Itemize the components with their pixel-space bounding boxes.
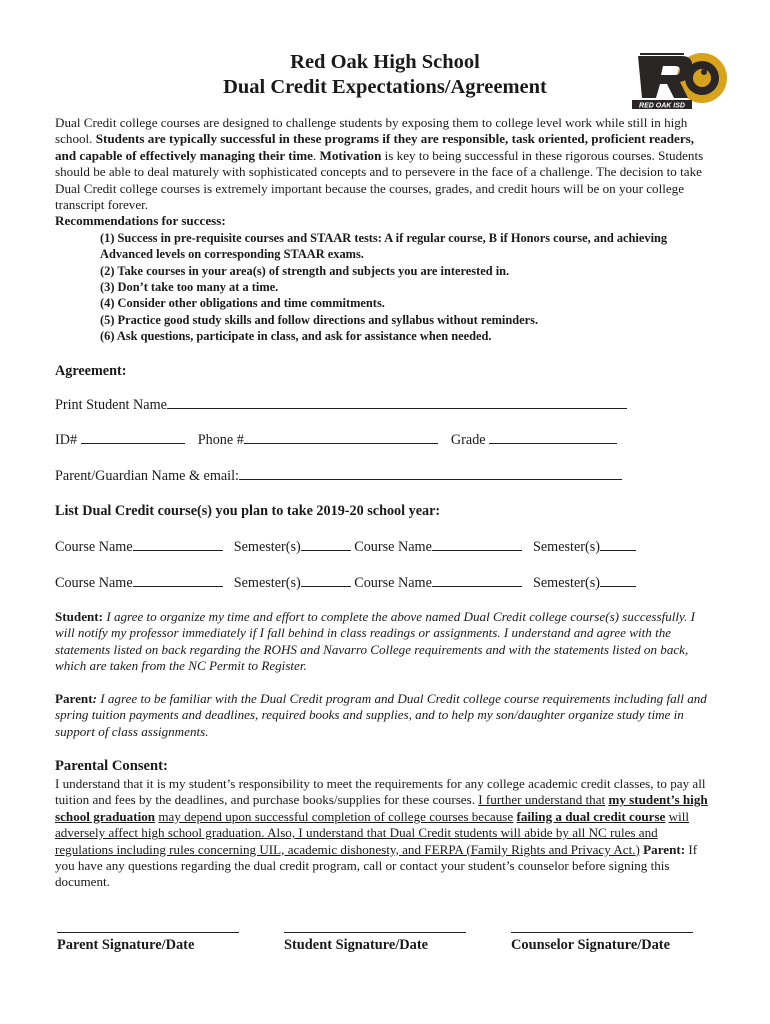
student-statement-label: Student: [55, 609, 104, 624]
consent-text-5: failing a dual credit course [516, 808, 666, 824]
grade-label: Grade [450, 432, 486, 448]
parent-signature-label: Parent Signature/Date [57, 937, 195, 953]
recommendation-item: (4) Consider other obligations and time commitments. [100, 296, 385, 310]
semester-label: Semester(s) [233, 575, 301, 591]
semester-field[interactable] [301, 537, 351, 551]
id-field[interactable] [81, 430, 185, 444]
logo-caption: RED OAK ISD [639, 102, 685, 110]
parent-statement-colon: : [92, 691, 97, 706]
parent-signature-line[interactable] [57, 932, 239, 933]
recommendation-item: (2) Take courses in your area(s) of strength and subjects you are interested in. [100, 264, 510, 278]
recommendation-item: (6) Ask questions, participate in class, and ask for assistance when needed. [100, 329, 492, 343]
counselor-signature-label: Counselor Signature/Date [511, 937, 670, 953]
semester-label: Semester(s) [532, 539, 600, 555]
school-name: Red Oak High School [290, 51, 480, 73]
phone-label: Phone # [197, 432, 244, 448]
school-logo [630, 42, 730, 112]
consent-text-6: will adversely affect high school graduation. Also, I understand that Dual Credit students will abide by all NC rules and regulations including rules concerning UIL, academic dishonesty, and FERPA (Family Rights and Privacy Act.) [55, 808, 690, 857]
course-name-field[interactable] [432, 573, 522, 587]
parental-consent-heading: Parental Consent: [55, 758, 168, 774]
semester-label: Semester(s) [233, 539, 301, 555]
intro-text-1: Dual Credit college courses are designed to challenge students by exposing them to college level work while still in high school. [55, 115, 688, 147]
parent-name-row [55, 466, 622, 485]
student-name-field[interactable] [167, 395, 627, 409]
course-name-label: Course Name [55, 575, 133, 591]
semester-field[interactable] [600, 573, 636, 587]
recommendation-item: (5) Practice good study skills and follow directions and syllabus without reminders. [100, 313, 539, 327]
consent-text-3: my student’s high school graduation [55, 792, 708, 824]
consent-text-7: Parent: [643, 841, 686, 857]
intro-text-3: is key to being successful in these rigorous courses. Students should be able to deal maturely with sophisticated concepts and to persevere in the face of a challenge. The decision to take Dual Credit college courses is extremely important because the courses, grades, and credit hours will be on your college transcript forever. [55, 147, 704, 213]
course-name-label: Course Name [354, 539, 432, 555]
parent-name-field[interactable] [239, 466, 622, 480]
id-label: ID# [55, 432, 78, 448]
recommendation-item: (3) Don’t take too many at a time. [100, 280, 279, 294]
course-name-field[interactable] [133, 537, 223, 551]
parent-statement-label: Parent [55, 691, 93, 706]
semester-field[interactable] [301, 573, 351, 587]
consent-text-1: I understand that it is my student’s responsibility to meet the requirements for any college academic credit classes, to pay all tuition and fees by the deadlines, and purchase books/supplies for these courses. [55, 776, 706, 808]
agreement-heading: Agreement: [55, 363, 127, 379]
intro-text-motivation: Motivation [319, 147, 382, 163]
id-phone-grade-row [55, 430, 617, 449]
semester-label: Semester(s) [532, 575, 600, 591]
course-name-label: Course Name [55, 539, 133, 555]
consent-text-4: may depend upon successful completion of college courses because [158, 808, 514, 824]
course-name-field[interactable] [133, 573, 223, 587]
consent-text-2: I further understand that [478, 792, 606, 808]
course-name-field[interactable] [432, 537, 522, 551]
intro-paragraph [55, 115, 715, 213]
course-name-label: Course Name [354, 575, 432, 591]
parent-statement [55, 691, 717, 740]
student-signature-line[interactable] [284, 932, 466, 933]
intro-text-bold: Students are typically successful in these programs if they are responsible, task oriented, proficient readers, and capable of effectively managing their time [55, 131, 695, 163]
student-signature-label: Student Signature/Date [284, 937, 429, 953]
parent-statement-text: I agree to be familiar with the Dual Credit program and Dual Credit college course requirements including fall and spring tuition payments and deadlines, required books and supplies, and to help my son/daughter organize study time in support of class assignments. [55, 691, 707, 739]
recommendation-item: (1) Success in pre-requisite courses and STAAR tests: A if regular course, B if Honors course, and achieving Advanced levels on corresponding STAAR exams. [100, 231, 668, 262]
form-title: Dual Credit Expectations/Agreement [223, 76, 547, 98]
parental-consent-text [55, 776, 717, 891]
semester-field[interactable] [600, 537, 636, 551]
student-name-row [55, 395, 627, 414]
student-statement [55, 609, 717, 675]
counselor-signature-line[interactable] [511, 932, 693, 933]
student-name-label: Print Student Name [55, 397, 167, 413]
intro-text-2: . [312, 147, 317, 163]
course-row-2 [55, 573, 636, 592]
grade-field[interactable] [489, 430, 617, 444]
student-statement-text: I agree to organize my time and effort to complete the above named Dual Credit college course(s) successfully. I will notify my professor immediately if I fall behind in class readings or assignments. I understand and agree with the statements listed on back regarding the ROHS and Navarro College requirements and with the statements listed on back, which are taken from the NC Permit to Register. [55, 609, 696, 674]
course-row-1 [55, 537, 636, 556]
recommendations-heading: Recommendations for success: [55, 213, 226, 228]
consent-text-8: If you have any questions regarding the dual credit program, call or contact your student’s counselor before signing this document. [55, 841, 698, 890]
phone-field[interactable] [244, 430, 438, 444]
course-list-heading: List Dual Credit course(s) you plan to take 2019-20 school year: [55, 503, 441, 519]
parent-name-label: Parent/Guardian Name & email: [55, 468, 239, 484]
